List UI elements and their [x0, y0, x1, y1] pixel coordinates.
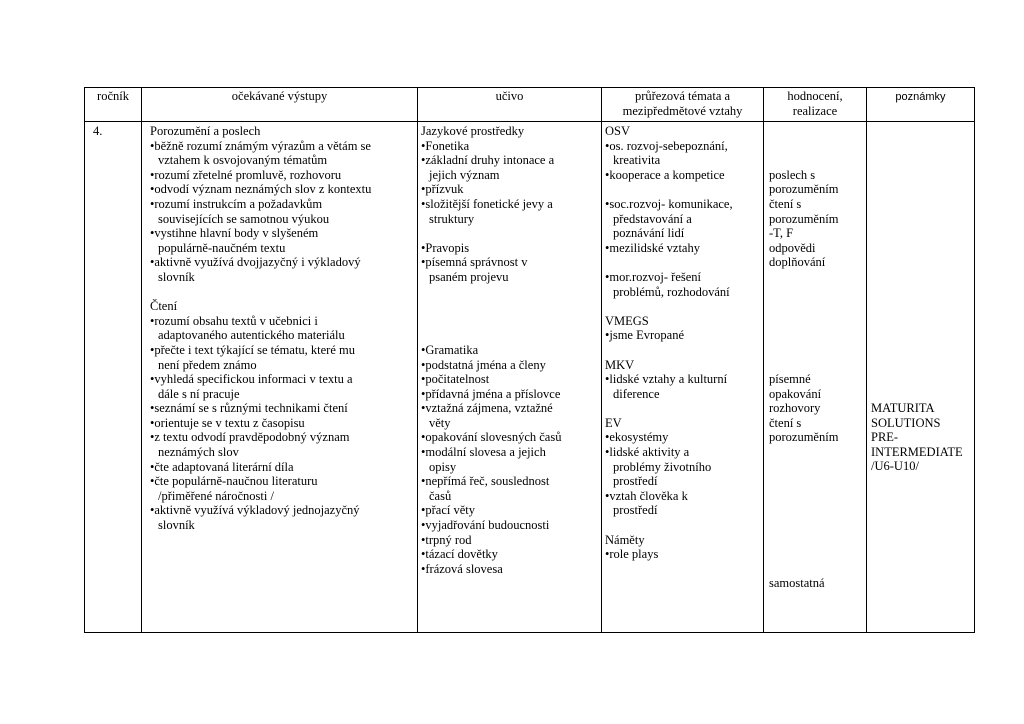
list-item: doplňování [769, 255, 826, 270]
list-item: •soc.rozvoj- komunikace, [605, 196, 733, 211]
list-item: •lidské vztahy a kulturní [605, 372, 728, 387]
spacer [769, 153, 863, 168]
list-item: •přídavná jména a příslovce [421, 386, 561, 401]
list-item: •mezilidské vztahy [605, 240, 700, 255]
list-item: slovník [158, 269, 195, 284]
cell-rocnik [85, 122, 142, 633]
list-item: •mor.rozvoj- řešení [605, 269, 702, 284]
list-item: poznávání lidí [613, 226, 685, 241]
list-item: samostatná [769, 576, 825, 591]
spacer [769, 299, 863, 314]
list-item: •seznámí se s různými technikami čtení [150, 401, 348, 416]
section-heading: VMEGS [605, 313, 649, 328]
section-heading: EV [605, 415, 622, 430]
spacer [769, 124, 863, 139]
list-item: neznámých slov [158, 445, 239, 460]
spacer [605, 401, 760, 416]
poznamky-line: /U6-U10/ [871, 459, 919, 474]
list-item: •orientuje se v textu z časopisu [150, 415, 305, 430]
section-heading: Porozumění a poslech [150, 124, 261, 138]
list-item: •Gramatika [421, 342, 479, 357]
spacer [769, 314, 863, 329]
list-item: •z textu odvodí pravděpodobný význam [150, 430, 350, 445]
spacer [769, 328, 863, 343]
list-item: •vyhledá specifickou informaci v textu a [150, 372, 353, 387]
list-item: poslech s [769, 167, 816, 182]
spacer [150, 285, 414, 300]
spacer [769, 343, 863, 358]
list-item: •nepřímá řeč, souslednost [421, 474, 550, 489]
list-item: •aktivně využívá dvojjazyčný i výkladový [150, 255, 361, 270]
list-item: porozuměním [769, 430, 839, 445]
spacer [421, 328, 598, 343]
list-item: •základní druhy intonace a [421, 153, 555, 168]
spacer [769, 489, 863, 504]
cell-ucivo [418, 122, 602, 633]
list-item: psaném projevu [429, 269, 509, 284]
list-item: časů [429, 488, 452, 503]
list-item: čtení s [769, 415, 802, 430]
list-item: •vystihne hlavní body v slyšeném [150, 226, 319, 241]
spacer [769, 503, 863, 518]
list-item: •přací věty [421, 503, 476, 518]
header-vystupy: očekávané výstupy [142, 88, 418, 122]
spacer [769, 562, 863, 577]
spacer [605, 518, 760, 533]
list-item: •jsme Evropané [605, 328, 685, 343]
list-item: kreativita [613, 153, 661, 168]
list-item: slovník [158, 518, 195, 533]
list-item: •rozumí obsahu textů v učebnici i [150, 313, 318, 328]
list-item: •vztažná zájmena, vztažné [421, 401, 553, 416]
spacer [605, 182, 760, 197]
list-item: odpovědi [769, 240, 816, 255]
list-item: •lidské aktivity a [605, 445, 690, 460]
spacer [605, 255, 760, 270]
rocnik-value: 4. [93, 124, 103, 138]
list-item: věty [429, 415, 451, 430]
spacer [769, 460, 863, 475]
list-item: •rozumí instrukcím a požadavkům [150, 196, 323, 211]
poznamky-line: MATURITA [871, 401, 935, 415]
list-item: •čte populárně-naučnou literaturu [150, 474, 318, 489]
list-item: •přečte i text týkající se tématu, které mu [150, 342, 355, 357]
spacer [769, 533, 863, 548]
list-item: •os. rozvoj-sebepoznání, [605, 138, 728, 153]
list-item: •podstatná jména a členy [421, 357, 546, 372]
spacer [769, 139, 863, 154]
header-temata: průřezová témata a mezipředmětové vztahy [602, 88, 764, 122]
list-item: -T, F [769, 226, 794, 241]
header-poznamky: poznámky [867, 88, 975, 122]
list-item: problémů, rozhodování [613, 284, 730, 299]
spacer [421, 285, 598, 300]
list-item: •vyjadřování budoucnosti [421, 518, 550, 533]
list-item: čtení s [769, 196, 802, 211]
content-row [85, 122, 975, 633]
list-item: problémy životního [613, 459, 712, 474]
poznamky-line: SOLUTIONS [871, 415, 941, 430]
spacer [769, 358, 863, 373]
list-item: •běžně rozumí známým výrazům a větám se [150, 138, 371, 153]
list-item: /přiměřené náročnosti / [158, 488, 274, 503]
section-heading: Čtení [150, 299, 178, 314]
list-item: •kooperace a kompetice [605, 167, 725, 182]
list-item: •aktivně využívá výkladový jednojazyčný [150, 503, 360, 518]
spacer [769, 474, 863, 489]
list-item: •vztah člověka k [605, 488, 688, 503]
list-item: struktury [429, 211, 475, 226]
header-rocnik: ročník [85, 88, 142, 122]
spacer [605, 343, 760, 358]
spacer [769, 270, 863, 285]
list-item: diference [613, 386, 660, 401]
list-item: porozuměním [769, 211, 839, 226]
list-item: •rozumí zřetelné promluvě, rozhovoru [150, 167, 342, 182]
list-item: populárně-naučném textu [158, 240, 286, 255]
section-heading: OSV [605, 124, 631, 138]
list-item: •tázací dovětky [421, 547, 498, 562]
list-item: •modální slovesa a jejich [421, 445, 546, 460]
list-item: •role plays [605, 547, 659, 562]
list-item: •čte adaptovaná literární díla [150, 459, 294, 474]
list-item: •odvodí význam neznámých slov z kontextu [150, 182, 372, 197]
list-item: •Pravopis [421, 240, 470, 255]
spacer [605, 299, 760, 314]
list-item: •přízvuk [421, 182, 464, 197]
section-heading: MKV [605, 357, 635, 372]
list-item: •písemná správnost v [421, 255, 528, 270]
spacer [421, 314, 598, 329]
list-item: prostředí [613, 503, 658, 518]
list-item: adaptovaného autentického materiálu [158, 328, 345, 343]
list-item: opisy [429, 459, 457, 474]
spacer [769, 518, 863, 533]
cell-hodnoceni [764, 122, 867, 633]
section-heading: Náměty [605, 532, 645, 547]
header-row [85, 88, 975, 122]
list-item: porozuměním [769, 182, 839, 197]
spacer [769, 285, 863, 300]
spacer [421, 226, 598, 241]
list-item: souvisejících se samotnou výukou [158, 211, 330, 226]
cell-poznamky [867, 122, 975, 633]
list-item: rozhovory [769, 401, 821, 416]
cell-temata [602, 122, 764, 633]
header-hodnoceni: hodnocení, realizace [764, 88, 867, 122]
list-item: •složitější fonetické jevy a [421, 196, 553, 211]
list-item: dále s ní pracuje [158, 386, 240, 401]
list-item: •Fonetika [421, 138, 470, 153]
spacer [421, 299, 598, 314]
list-item: •frázová slovesa [421, 561, 503, 576]
list-item: vztahem k osvojovaným tématům [158, 153, 328, 168]
spacer [769, 445, 863, 460]
header-ucivo: učivo [418, 88, 602, 122]
list-item: opakování [769, 386, 822, 401]
spacer [769, 547, 863, 562]
list-item: •počitatelnost [421, 372, 490, 387]
list-item: jejich význam [429, 167, 500, 182]
list-item: prostředí [613, 474, 658, 489]
list-item: písemné [769, 372, 811, 387]
list-item: •trpný rod [421, 532, 472, 547]
curriculum-table [84, 87, 975, 633]
cell-vystupy [142, 122, 418, 633]
list-item: •ekosystémy [605, 430, 669, 445]
section-heading: Jazykové prostředky [421, 124, 525, 138]
poznamky-line: PRE- [871, 430, 899, 445]
list-item: •opakování slovesných časů [421, 430, 562, 445]
list-item: není předem známo [158, 357, 257, 372]
list-item: představování a [613, 211, 692, 226]
poznamky-line: INTERMEDIATE [871, 444, 963, 459]
